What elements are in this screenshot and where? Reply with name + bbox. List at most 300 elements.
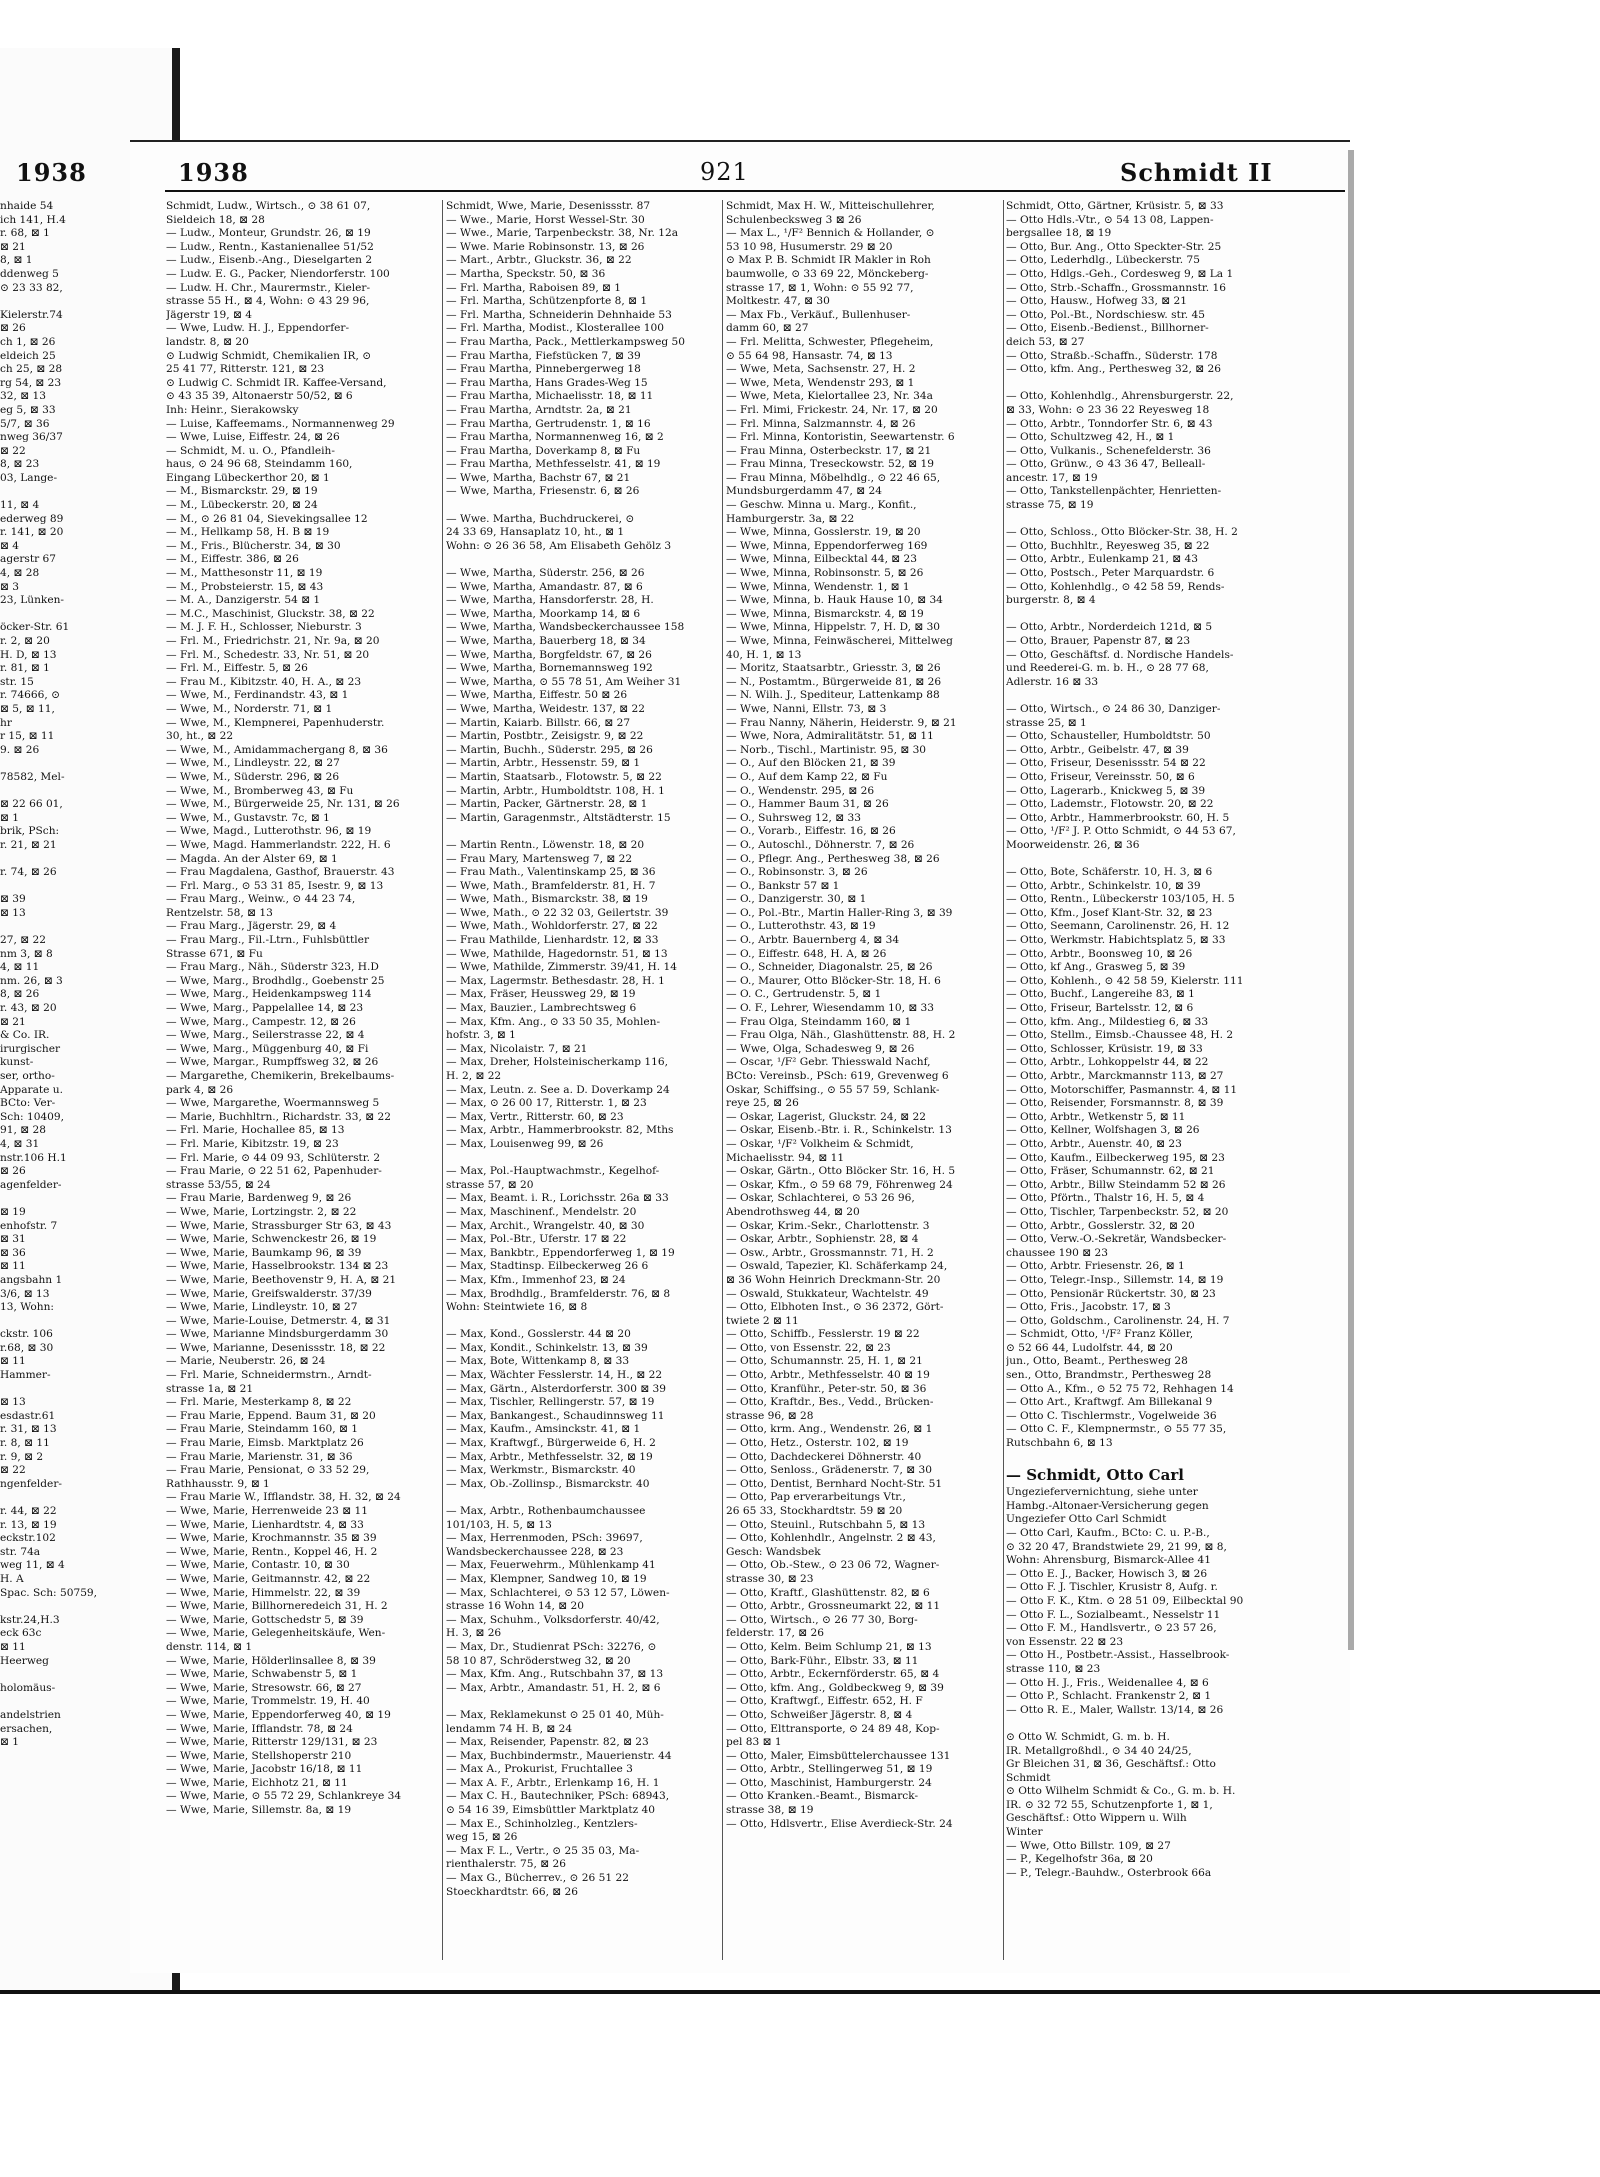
fragment-line: r. 43, ⊠ 20 bbox=[0, 1002, 57, 1015]
directory-entry-line: — Max, Kfm. Ang., Rutschbahn 37, ⊠ 13 bbox=[446, 1668, 664, 1681]
directory-entry-line: — Otto, von Essenstr. 22, ⊠ 23 bbox=[726, 1341, 891, 1354]
directory-entry-line: — Geschw. Minna u. Marg., Konfit., bbox=[726, 499, 917, 512]
directory-entry-line: — Wwe, Marie, Ritterstr 129/131, ⊠ 23 bbox=[166, 1736, 378, 1749]
directory-entry-line: — Otto F. K., Ktm. ⊙ 28 51 09, Eilbecktal 90 bbox=[1006, 1594, 1244, 1607]
directory-entry-line: — Oskar, Eisenb.-Btr. i. R., Schinkelstr. 13 bbox=[726, 1124, 952, 1137]
directory-entry-line: — Osw., Arbtr., Grossmannstr. 71, H. 2 bbox=[726, 1246, 934, 1259]
directory-entry-line: — Frl. Minna, Kontoristin, Seewartenstr. 6 bbox=[726, 431, 955, 444]
directory-entry-line: — Max, Archit., Wrangelstr. 40, ⊠ 30 bbox=[446, 1219, 645, 1232]
fragment-line: esdastr.61 bbox=[0, 1409, 56, 1422]
directory-entry-line: sen., Otto, Brandmstr., Perthesweg 28 bbox=[1006, 1369, 1212, 1382]
directory-entry-line: — P., Kegelhofstr 36a, ⊠ 20 bbox=[1006, 1853, 1153, 1866]
directory-entry-line: — Otto, kfm. Ang., Goldbeckweg 9, ⊠ 39 bbox=[726, 1681, 944, 1694]
directory-entry-line: 30, ht., ⊠ 22 bbox=[166, 730, 234, 743]
directory-entry-line: — Frau Magdalena, Gasthof, Brauerstr. 43 bbox=[166, 866, 395, 879]
directory-entry-line: IR. Metallgroßhdl., ⊙ 34 40 24/25, bbox=[1006, 1744, 1192, 1757]
directory-entry-line: ⊙ 54 16 39, Eimsbüttler Marktplatz 40 bbox=[446, 1804, 656, 1817]
directory-entry-line: reye 25, ⊠ 26 bbox=[726, 1097, 799, 1110]
fragment-line: r. 44, ⊠ 22 bbox=[0, 1505, 57, 1517]
directory-entry-line: strasse 53/55, ⊠ 24 bbox=[166, 1178, 271, 1191]
directory-entry-line: — Oskar, Schlachterei, ⊙ 53 26 96, bbox=[726, 1192, 915, 1205]
directory-entry-line: — Otto, Steuinl., Rutschbahn 5, ⊠ 13 bbox=[726, 1518, 926, 1531]
directory-entry-line: — Wwe, Nora, Admiralitätstr. 51, ⊠ 11 bbox=[726, 730, 934, 743]
fragment-line: andelstrien bbox=[0, 1708, 61, 1721]
fragment-line: kstr.24,H.3 bbox=[0, 1613, 60, 1626]
directory-entry-line: — Otto, Dentist, Bernhard Nocht-Str. 51 bbox=[726, 1477, 943, 1490]
directory-entry-line: — Wwe, Math., Wohldorferstr. 27, ⊠ 22 bbox=[446, 920, 658, 933]
directory-entry-line: — Otto, Lademstr., Flotowstr. 20, ⊠ 22 bbox=[1006, 798, 1214, 811]
directory-entry-line: — Max, Reklamekunst ⊙ 25 01 40, Müh- bbox=[446, 1708, 664, 1721]
fragment-line: 8, ⊠ 26 bbox=[0, 988, 40, 1001]
directory-entry-line: strasse 55 H., ⊠ 4, Wohn: ⊙ 43 29 96, bbox=[166, 295, 370, 308]
directory-entry-line: — Wwe. Martha, Buchdruckerei, ⊙ bbox=[446, 512, 635, 525]
fragment-line: Hammer- bbox=[0, 1369, 51, 1382]
directory-entry-line: — Otto, Schloss., Otto Blöcker-Str. 38, H. 2 bbox=[1006, 526, 1238, 539]
directory-entry-line: — Oswald, Stukkateur, Wachtelstr. 49 bbox=[726, 1287, 929, 1300]
directory-entry-line: — Otto, Vulkanis., Schenefelderstr. 36 bbox=[1006, 444, 1211, 457]
directory-entry-line: — Otto, Verw.-O.-Sekretär, Wandsbecker- bbox=[1006, 1233, 1227, 1246]
fragment-line: 11, ⊠ 4 bbox=[0, 499, 40, 512]
directory-entry-line: — Max, Lagermstr. Bethesdastr. 28, H. 1 bbox=[446, 974, 665, 987]
directory-entry-line: Hamburgerstr. 3a, ⊠ 22 bbox=[726, 512, 855, 525]
directory-entry-line: — Frau Marg., Näh., Süderstr 323, H.D bbox=[166, 961, 379, 974]
fragment-line: ⊠ 11 bbox=[0, 1640, 26, 1653]
directory-entry-line: ⊙ 55 64 98, Hansastr. 74, ⊠ 13 bbox=[726, 349, 893, 362]
directory-entry-line: — M., ⊙ 26 81 04, Sievekingsallee 12 bbox=[166, 512, 368, 525]
directory-entry-line: — Otto, Arbtr., Grossneumarkt 22, ⊠ 11 bbox=[726, 1600, 941, 1613]
directory-entry-line: — Frau Martha, Michaelisstr. 18, ⊠ 11 bbox=[446, 390, 654, 403]
fragment-line: ⊠ 22 bbox=[0, 1464, 26, 1477]
directory-entry-line: — Frau Martha, Normannenweg 16, ⊠ 2 bbox=[446, 431, 664, 444]
directory-entry-line: — Wwe, Marie, Gottschedstr 5, ⊠ 39 bbox=[166, 1613, 364, 1626]
directory-entry-line: Winter bbox=[1006, 1826, 1043, 1839]
directory-entry-line: — Max, Vertr., Ritterstr. 60, ⊠ 23 bbox=[446, 1110, 624, 1123]
directory-entry-line: — Otto, Arbtr., Eulenkamp 21, ⊠ 43 bbox=[1006, 553, 1198, 566]
fragment-line: öcker-Str. 61 bbox=[0, 621, 70, 634]
directory-entry-line: — Otto, Kaufm., Eilbeckerweg 195, ⊠ 23 bbox=[1006, 1151, 1225, 1164]
directory-entry-line: — N., Postamtm., Bürgerweide 81, ⊠ 26 bbox=[726, 675, 942, 688]
directory-entry-line: — Otto Art., Kraftwgf. Am Billekanal 9 bbox=[1006, 1396, 1213, 1409]
directory-entry-line: — Wwe, Marie, Strassburger Str 63, ⊠ 43 bbox=[166, 1219, 392, 1232]
directory-entry-line: Wandsbeckerchaussee 228, ⊠ 23 bbox=[446, 1545, 624, 1558]
directory-entry-line: — Otto, Arbtr., Norderdeich 121d, ⊠ 5 bbox=[1006, 621, 1213, 634]
fragment-line: 9. ⊠ 26 bbox=[0, 743, 40, 756]
directory-entry-line: — Frl. Marie, Schneidermstrn., Arndt- bbox=[166, 1369, 372, 1382]
directory-entry-line: — Otto, Lederhdlg., Lübeckerstr. 75 bbox=[1006, 254, 1200, 267]
directory-entry-line: — Otto H., Postbetr.-Assist., Hasselbrook- bbox=[1006, 1649, 1230, 1662]
directory-entry-line: strasse 96, ⊠ 28 bbox=[726, 1409, 814, 1422]
directory-entry-line: — Wwe, M., Bromberweg 43, ⊠ Fu bbox=[166, 784, 354, 797]
directory-entry-line: — Wwe, M., Bürgerweide 25, Nr. 131, ⊠ 26 bbox=[166, 798, 400, 811]
fragment-line: Apparate u. bbox=[0, 1083, 63, 1096]
directory-entry-line: — Frl. M., Eiffestr. 5, ⊠ 26 bbox=[166, 662, 308, 675]
directory-entry-line: strasse 57, ⊠ 20 bbox=[446, 1178, 534, 1191]
directory-entry-line: — Max, ⊙ 26 00 17, Ritterstr. 1, ⊠ 23 bbox=[446, 1097, 647, 1110]
directory-entry-line: strasse 75, ⊠ 19 bbox=[1006, 499, 1094, 512]
directory-entry-line bbox=[1006, 689, 1344, 703]
fragment-line: 8, ⊠ 1 bbox=[0, 254, 33, 267]
directory-entry-line: — Frau Marie, Pensionat, ⊙ 33 52 29, bbox=[166, 1464, 370, 1477]
fragment-line bbox=[0, 785, 165, 799]
directory-entry-line: — O., Pflegr. Ang., Perthesweg 38, ⊠ 26 bbox=[726, 852, 940, 865]
directory-entry-line: ⊙ Ludwig C. Schmidt IR. Kaffee-Versand, bbox=[166, 376, 387, 389]
directory-entry-line: — Max, Bauzier., Lambrechtsweg 6 bbox=[446, 1002, 637, 1015]
directory-entry-line: — Max, Nicolaistr. 7, ⊠ 21 bbox=[446, 1042, 588, 1055]
directory-entry-line: — M., Probsteierstr. 15, ⊠ 43 bbox=[166, 580, 324, 593]
directory-entry-line: — Wwe, Marie, Schwenckestr 26, ⊠ 19 bbox=[166, 1233, 377, 1246]
directory-entry-line: Strasse 671, ⊠ Fu bbox=[166, 947, 263, 960]
directory-entry-line: — Wwe, Marg., Seilerstrasse 22, ⊠ 4 bbox=[166, 1029, 365, 1042]
fragment-line: angsbahn 1 bbox=[0, 1273, 63, 1286]
fragment-line: brik, PSch: bbox=[0, 825, 60, 838]
directory-entry-line: — Otto, Wirtsch., ⊙ 26 77 30, Borg- bbox=[726, 1613, 918, 1626]
directory-entry-line: — Max, Gärtn., Alsterdorferstr. 300 ⊠ 39 bbox=[446, 1382, 667, 1395]
directory-entry-line: — Otto, Buchhltr., Reyesweg 35, ⊠ 22 bbox=[1006, 539, 1210, 552]
directory-entry-line: — Wwe, M., Süderstr. 296, ⊠ 26 bbox=[166, 770, 340, 783]
directory-entry-line: strasse 30, ⊠ 23 bbox=[726, 1572, 814, 1585]
fragment-line: ⊠ 5, ⊠ 11, bbox=[0, 702, 55, 715]
directory-entry-line: ⊙ Max P. B. Schmidt IR Makler in Roh bbox=[726, 254, 931, 267]
directory-entry-line: — Frau Olga, Näh., Glashüttenstr. 88, H. 2 bbox=[726, 1029, 956, 1042]
directory-entry-line: — Frau Martha, Pinnebergerweg 18 bbox=[446, 363, 641, 376]
fragment-line: Kielerstr.74 bbox=[0, 308, 63, 321]
fragment-line: r. 13, ⊠ 19 bbox=[0, 1518, 57, 1531]
fragment-line: ⊠ 22 bbox=[0, 444, 26, 457]
directory-entry-line: — Otto, Goldschm., Carolinenstr. 24, H. 7 bbox=[1006, 1314, 1230, 1327]
fragment-line: 78582, Mel- bbox=[0, 770, 65, 783]
directory-entry-line: — Otto, Werkmstr. Habichtsplatz 5, ⊠ 33 bbox=[1006, 934, 1226, 947]
fragment-line: ⊠ 21 bbox=[0, 1015, 26, 1028]
directory-entry-line: — Wwe, Marg., Pappelallee 14, ⊠ 23 bbox=[166, 1002, 364, 1015]
directory-entry-line: H. 2, ⊠ 22 bbox=[446, 1070, 502, 1082]
fragment-line bbox=[0, 1695, 165, 1709]
fragment-line: ederweg 89 bbox=[0, 512, 64, 525]
directory-entry-line: — Max, Dreher, Holsteinischerkamp 116, bbox=[446, 1056, 668, 1069]
directory-entry-line: jun., Otto, Beamt., Perthesweg 28 bbox=[1006, 1355, 1188, 1368]
directory-entry-line: — Ludw., Eisenb.-Ang., Dieselgarten 2 bbox=[166, 254, 373, 267]
directory-entry-line: Wohn: Steintwiete 16, ⊠ 8 bbox=[446, 1301, 588, 1314]
directory-entry-line: — Wwe, Marie, Himmelstr. 22, ⊠ 39 bbox=[166, 1586, 361, 1599]
directory-entry-line: — Otto, Tischler, Tarpenbeckstr. 52, ⊠ 20 bbox=[1006, 1205, 1229, 1218]
directory-entry-line: — Otto F. M., Handlsvertr., ⊙ 23 57 26, bbox=[1006, 1622, 1217, 1635]
directory-entry-line: landstr. 8, ⊠ 20 bbox=[166, 335, 249, 348]
directory-entry-line: — Max, Kfm. Ang., ⊙ 33 50 35, Mohlen- bbox=[446, 1015, 661, 1028]
directory-entry-line: — Oskar, Lagerist, Gluckstr. 24, ⊠ 22 bbox=[726, 1110, 927, 1123]
directory-entry-line: — Schmidt, Otto Carl bbox=[1006, 1466, 1184, 1485]
fragment-line: nm. 26, ⊠ 3 bbox=[0, 974, 63, 987]
directory-entry-line: — Wwe, Martha, Weidestr. 137, ⊠ 22 bbox=[446, 702, 646, 715]
directory-entry-line: — Frau Martha, Gertrudenstr. 1, ⊠ 16 bbox=[446, 417, 651, 430]
fragment-line: 5/7, ⊠ 36 bbox=[0, 417, 50, 430]
directory-entry-line: — O., Wendenstr. 295, ⊠ 26 bbox=[726, 784, 875, 797]
fragment-line: ⊠ 1 bbox=[0, 1736, 19, 1749]
directory-entry-line: — Frau Martha, Pack., Mettlerkampsweg 50 bbox=[446, 335, 685, 348]
directory-entry-line: — Otto, Maschinist, Hamburgerstr. 24 bbox=[726, 1776, 932, 1789]
directory-entry-line: — Max, Kaufm., Amsinckstr. 41, ⊠ 1 bbox=[446, 1423, 641, 1436]
directory-entry-line: — Wwe, Martha, Amandastr. 87, ⊠ 6 bbox=[446, 580, 643, 593]
fragment-line: ⊠ 11 bbox=[0, 1260, 26, 1273]
directory-entry-line: — Wwe, Minna, Hippelstr. 7, H. D, ⊠ 30 bbox=[726, 621, 941, 634]
fragment-line: ⊠ 1 bbox=[0, 811, 19, 824]
directory-entry-line: — Otto, Schausteller, Humboldtstr. 50 bbox=[1006, 730, 1211, 743]
directory-entry-line: — M.C., Maschinist, Gluckstr. 38, ⊠ 22 bbox=[166, 607, 375, 620]
directory-entry-line: Ungeziefervernichtung, siehe unter bbox=[1006, 1486, 1198, 1499]
directory-entry-line: — Wwe, Martha, Friesenstr. 6, ⊠ 26 bbox=[446, 485, 640, 498]
directory-entry-line: — Otto F. J. Tischler, Krusistr 8, Aufg. r. bbox=[1006, 1581, 1218, 1594]
directory-entry-line: — Wwe, Marie, Lienhardtstr. 4, ⊠ 33 bbox=[166, 1518, 364, 1531]
directory-entry-line: — Wwe, M., Amidammachergang 8, ⊠ 36 bbox=[166, 743, 388, 756]
directory-entry-line: — Wwe, Meta, Sachsenstr. 27, H. 2 bbox=[726, 363, 916, 376]
directory-entry-line: — Max, Schlachterei, ⊙ 53 12 57, Löwen- bbox=[446, 1586, 670, 1599]
directory-entry-line: — Frau Martha, Fiefstücken 7, ⊠ 39 bbox=[446, 349, 641, 362]
directory-entry-line: — Otto, Kraftdr., Bes., Vedd., Brücken- bbox=[726, 1396, 934, 1409]
directory-entry-line: ⊙ Ludwig Schmidt, Chemikalien IR, ⊙ bbox=[166, 349, 372, 362]
fragment-line: 4, ⊠ 31 bbox=[0, 1137, 40, 1150]
fragment-line: r. 2, ⊠ 20 bbox=[0, 635, 50, 647]
directory-entry-line: — Frl. Melitta, Schwester, Pflegeheim, bbox=[726, 335, 934, 348]
directory-entry-line: — N. Wilh. J., Spediteur, Lattenkamp 88 bbox=[726, 689, 940, 702]
fragment-line bbox=[0, 757, 165, 771]
directory-entry-line: — Wwe, Marie, Jacobstr 16/18, ⊠ 11 bbox=[166, 1763, 363, 1776]
directory-entry-line: — Otto, Arbtr., Eckernförderstr. 65, ⊠ 4 bbox=[726, 1668, 940, 1681]
directory-entry-line: Stoeckhardtstr. 66, ⊠ 26 bbox=[446, 1885, 579, 1898]
directory-entry-line: — Martin, Packer, Gärtnerstr. 28, ⊠ 1 bbox=[446, 798, 648, 811]
directory-entry-line: — M., Hellkamp 58, H. B ⊠ 19 bbox=[166, 526, 330, 539]
directory-entry-line: Eingang Lübeckerthor 20, ⊠ 1 bbox=[166, 471, 330, 484]
directory-entry-line: — Martin, Garagenmstr., Altstädterstr. 15 bbox=[446, 811, 671, 824]
directory-entry-line: — Wwe, Martha, Hansdorferstr. 28, H. bbox=[446, 594, 654, 607]
directory-entry-line: Rathhausstr. 9, ⊠ 1 bbox=[166, 1477, 270, 1490]
directory-entry-line bbox=[1006, 377, 1344, 391]
fragment-line: ⊠ 21 bbox=[0, 240, 26, 253]
directory-entry-line: — O., Eiffestr. 648, H. A, ⊠ 26 bbox=[726, 947, 887, 960]
directory-entry-line: Moltkestr. 47, ⊠ 30 bbox=[726, 295, 830, 308]
directory-entry-line: Schmidt bbox=[1006, 1771, 1051, 1784]
directory-entry-line: — Wwe, Martha, Süderstr. 256, ⊠ 26 bbox=[446, 567, 645, 580]
directory-entry-line: — Wwe, Ludw. H. J., Eppendorfer- bbox=[166, 322, 350, 335]
directory-entry-line: — Max, Kfm., Immenhof 23, ⊠ 24 bbox=[446, 1273, 626, 1286]
directory-entry-line: — Wwe, Marie, Krochmannstr. 35 ⊠ 39 bbox=[166, 1532, 377, 1545]
directory-entry-line: Sieldeich 18, ⊠ 28 bbox=[166, 213, 265, 226]
directory-entry-line: pel 83 ⊠ 1 bbox=[726, 1736, 782, 1749]
directory-entry-line bbox=[1006, 513, 1344, 527]
directory-entry-line: — Otto, krm. Ang., Wendenstr. 26, ⊠ 1 bbox=[726, 1423, 933, 1436]
directory-entry-line: — Wwe, Marianne, Desenissstr. 18, ⊠ 22 bbox=[166, 1341, 386, 1354]
directory-entry-line: — Wwe, Marie, Herrenweide 23 ⊠ 11 bbox=[166, 1505, 368, 1517]
fragment-line: nstr.106 H.1 bbox=[0, 1151, 67, 1164]
directory-entry-line: — M., Eiffestr. 386, ⊠ 26 bbox=[166, 553, 299, 566]
directory-entry-line: — O., Lutterothstr. 43, ⊠ 19 bbox=[726, 920, 876, 933]
directory-entry-line: — Frl. Martha, Raboisen 89, ⊠ 1 bbox=[446, 281, 622, 294]
directory-entry-line: — Magda. An der Alster 69, ⊠ 1 bbox=[166, 852, 338, 865]
directory-entry-line: 53 10 98, Husumerstr. 29 ⊠ 20 bbox=[726, 240, 893, 253]
directory-entry-line: — Ludw. E. G., Packer, Niendorferstr. 100 bbox=[166, 267, 390, 280]
directory-entry-line: — Max A., Prokurist, Fruchtallee 3 bbox=[446, 1763, 633, 1776]
directory-entry-line: — Max, Fräser, Heussweg 29, ⊠ 19 bbox=[446, 988, 636, 1001]
directory-entry-line: — Max, Arbtr., Methfesselstr. 32, ⊠ 19 bbox=[446, 1450, 653, 1463]
directory-entry-line: ⊙ 32 20 47, Brandstwiete 29, 21 99, ⊠ 8, bbox=[1006, 1540, 1227, 1553]
fragment-line: 4, ⊠ 28 bbox=[0, 567, 40, 580]
directory-entry-line: — Max, Arbtr., Hammerbrookstr. 82, Mths bbox=[446, 1124, 674, 1137]
directory-entry-line: — Max, Pol.-Hauptwachmstr., Kegelhof- bbox=[446, 1165, 660, 1178]
directory-entry-line: — Wwe, Marie, Ifflandstr. 78, ⊠ 24 bbox=[166, 1722, 353, 1735]
directory-entry-line: — Wwe, Math., Bramfelderstr. 81, H. 7 bbox=[446, 879, 656, 892]
directory-entry-line: — Otto, Motorschiffer, Pasmannstr. 4, ⊠ 11 bbox=[1006, 1083, 1238, 1096]
directory-entry-line: — Wwe, Marie-Louise, Detmerstr. 4, ⊠ 31 bbox=[166, 1314, 391, 1327]
directory-entry-line: — Oscar, ¹/F² Gebr. Thiesswald Nachf, bbox=[726, 1056, 931, 1069]
column-separator bbox=[722, 200, 723, 1960]
directory-entry-line: — Frau Marie, Bardenweg 9, ⊠ 26 bbox=[166, 1192, 352, 1205]
fragment-line: str. 15 bbox=[0, 675, 34, 688]
directory-entry-line: — Max, Arbtr., Amandastr. 51, H. 2, ⊠ 6 bbox=[446, 1681, 661, 1694]
running-head: Schmidt II bbox=[1120, 158, 1273, 187]
directory-entry-line: — Wwe, Martha, Borgfeldstr. 67, ⊠ 26 bbox=[446, 648, 652, 661]
directory-entry-line: — Max G., Bücherrev., ⊙ 26 51 22 bbox=[446, 1872, 629, 1885]
directory-entry-line: — Frau Martha, Methfesselstr. 41, ⊠ 19 bbox=[446, 458, 661, 471]
directory-entry-line: strasse 25, ⊠ 1 bbox=[1006, 716, 1087, 729]
directory-entry-line: — Wwe, Marie, Geitmannstr. 42, ⊠ 22 bbox=[166, 1572, 371, 1585]
directory-entry-line: — Wwe, Marie, Trommelstr. 19, H. 40 bbox=[166, 1695, 370, 1708]
fragment-line: ⊠ 19 bbox=[0, 1205, 26, 1218]
directory-entry-line bbox=[446, 499, 718, 513]
directory-entry-line: — Otto, Kraftf., Glashüttenstr. 82, ⊠ 6 bbox=[726, 1586, 930, 1599]
directory-entry-line: — Otto, Schiffb., Fesslerstr. 19 ⊠ 22 bbox=[726, 1328, 920, 1341]
directory-entry-line: Wohn: Ahrensburg, Bismarck-Allee 41 bbox=[1006, 1554, 1211, 1567]
directory-entry-line bbox=[446, 553, 718, 567]
directory-entry-line: — Otto, Fräser, Schumannstr. 62, ⊠ 21 bbox=[1006, 1165, 1215, 1178]
fragment-line: ⊠ 26 bbox=[0, 1165, 26, 1178]
directory-entry-line: — M., Matthesonstr 11, ⊠ 19 bbox=[166, 567, 323, 580]
directory-entry-line: — Wwe, Marie, Sillemstr. 8a, ⊠ 19 bbox=[166, 1804, 352, 1817]
directory-entry-line: — Frau Marg., Weinw., ⊙ 44 23 74, bbox=[166, 893, 356, 906]
directory-entry-line: — Wwe, Marie, Contastr. 10, ⊠ 30 bbox=[166, 1559, 350, 1572]
directory-entry-line: — M. J. F. H., Schlosser, Nieburstr. 3 bbox=[166, 621, 362, 634]
directory-entry-line: — Otto, Kohlenhdlr., Angelnstr. 2 ⊠ 43, bbox=[726, 1532, 936, 1545]
directory-entry-line: — Otto H. J., Fris., Weidenallee 4, ⊠ 6 bbox=[1006, 1676, 1209, 1689]
fragment-line: Spac. Sch: 50759, bbox=[0, 1586, 98, 1599]
directory-entry-line: — Otto, Eisenb.-Bedienst., Billhorner- bbox=[1006, 322, 1209, 335]
directory-entry-line: — Max L., ¹/F² Bennich & Hollander, ⊙ bbox=[726, 227, 935, 240]
fragment-line bbox=[0, 1668, 165, 1682]
directory-entry-line: — Wwe. Marie Robinsonstr. 13, ⊠ 26 bbox=[446, 240, 645, 253]
directory-entry-line: — Frl. M., Schedestr. 33, Nr. 51, ⊠ 20 bbox=[166, 648, 370, 661]
directory-entry-line: — Frau Marg., Jägerstr. 29, ⊠ 4 bbox=[166, 920, 337, 933]
directory-entry-line: — Otto E. J., Backer, Howisch 3, ⊠ 26 bbox=[1006, 1567, 1208, 1580]
directory-entry-line: ancestr. 17, ⊠ 19 bbox=[1006, 471, 1098, 484]
directory-entry-line: ⊙ Otto W. Schmidt, G. m. b. H. bbox=[1006, 1730, 1170, 1743]
directory-entry-line: ⊙ 52 66 44, Ludolfstr. 44, ⊠ 20 bbox=[1006, 1341, 1173, 1354]
directory-entry-line: — Martin, Staatsarb., Flotowstr. 5, ⊠ 22 bbox=[446, 770, 662, 783]
directory-entry-line: — Wwe, Marie, Eichhotz 21, ⊠ 11 bbox=[166, 1776, 348, 1789]
directory-entry-line: — Frau Marie, Eppend. Baum 31, ⊠ 20 bbox=[166, 1409, 376, 1422]
directory-entry-line: — Otto C. Tischlermstr., Vogelweide 36 bbox=[1006, 1409, 1217, 1422]
directory-entry-line: — Otto, Arbtr., Tonndorfer Str. 6, ⊠ 43 bbox=[1006, 417, 1213, 430]
directory-entry-line bbox=[1006, 608, 1344, 622]
directory-entry-line: — Wwe, Marie, Baumkamp 96, ⊠ 39 bbox=[166, 1246, 362, 1259]
directory-entry-line: — Mart., Arbtr., Gluckstr. 36, ⊠ 22 bbox=[446, 254, 632, 267]
directory-entry-line: — Oskar, ¹/F² Volkheim & Schmidt, bbox=[726, 1137, 914, 1150]
directory-entry-line: — Otto, Ob.-Stew., ⊙ 23 06 72, Wagner- bbox=[726, 1559, 940, 1572]
directory-entry-line: — Wwe, Martha, Moorkamp 14, ⊠ 6 bbox=[446, 607, 641, 620]
directory-entry-line: und Reederei-G. m. b. H., ⊙ 28 77 68, bbox=[1006, 662, 1209, 675]
directory-entry-line: — Wwe, Marg., Heidenkampsweg 114 bbox=[166, 988, 372, 1001]
directory-entry-line: — Otto, Arbtr. Friesenstr. 26, ⊠ 1 bbox=[1006, 1260, 1185, 1273]
directory-entry-line: — O., Arbtr. Bauernberg 4, ⊠ 34 bbox=[726, 934, 900, 947]
directory-entry-line: — Frau Mathilde, Lienhardstr. 12, ⊠ 33 bbox=[446, 934, 659, 947]
directory-entry-line: — Martin, Arbtr., Hessenstr. 59, ⊠ 1 bbox=[446, 757, 641, 770]
directory-entry-line: — Otto, Hdlsvertr., Elise Averdieck-Str. 24 bbox=[726, 1817, 953, 1830]
directory-entry-line: — Wwe, M., Ferdinandstr. 43, ⊠ 1 bbox=[166, 689, 349, 702]
directory-entry-line: — Wwe, Meta, Kielortallee 23, Nr. 34a bbox=[726, 390, 933, 403]
directory-entry-line bbox=[1006, 1451, 1344, 1465]
directory-entry-line: — Wwe, Marg., Brodhdlg., Goebenstr 25 bbox=[166, 974, 385, 987]
fragment-line bbox=[0, 485, 165, 499]
directory-entry-line: — Otto, Hetz., Osterstr. 102, ⊠ 19 bbox=[726, 1437, 909, 1450]
directory-entry-line: — Otto Carl, Kaufm., BCto: C. u. P.-B., bbox=[1006, 1527, 1210, 1539]
directory-entry-line: — Otto, Dachdeckerei Döhnerstr. 40 bbox=[726, 1450, 922, 1463]
directory-entry-line: felderstr. 17, ⊠ 26 bbox=[726, 1627, 824, 1640]
fragment-line bbox=[0, 853, 165, 867]
directory-entry-line: — Frau M., Kibitzstr. 40, H. A., ⊠ 23 bbox=[166, 675, 362, 688]
directory-entry-line: — Max, Beamt. i. R., Lorichsstr. 26a ⊠ 33 bbox=[446, 1192, 669, 1205]
directory-entry-line: Jägerstr 19, ⊠ 4 bbox=[166, 308, 253, 321]
directory-entry-line: — Wwe, Math., Bismarckstr. 38, ⊠ 19 bbox=[446, 893, 648, 906]
fragment-line: 13, Wohn: bbox=[0, 1301, 54, 1314]
directory-entry-line: — Otto, Maler, Eimsbüttelerchaussee 131 bbox=[726, 1749, 951, 1762]
directory-entry-line: haus, ⊙ 24 96 68, Steindamm 160, bbox=[166, 458, 353, 471]
directory-entry-line: ⊙ Otto Wilhelm Schmidt & Co., G. m. b. H. bbox=[1006, 1785, 1236, 1798]
directory-entry-line: — Frau Olga, Steindamm 160, ⊠ 1 bbox=[726, 1015, 912, 1028]
directory-entry-line: — Wwe, Marianne Mindsburgerdamm 30 bbox=[166, 1328, 389, 1341]
fragment-line: rg 54, ⊠ 23 bbox=[0, 376, 62, 389]
directory-entry-line: — Otto, Grünw., ⊙ 43 36 47, Belleall- bbox=[1006, 458, 1206, 471]
directory-entry-line: — Otto, Postsch., Peter Marquardstr. 6 bbox=[1006, 567, 1215, 580]
directory-entry-line: denstr. 114, ⊠ 1 bbox=[166, 1640, 253, 1653]
directory-entry-line: strasse 110, ⊠ 23 bbox=[1006, 1662, 1101, 1675]
fragment-line bbox=[0, 1383, 165, 1397]
directory-entry-line: — Wwe., Marie, Horst Wessel-Str. 30 bbox=[446, 213, 645, 226]
directory-entry-line: — Otto, Brauer, Papenstr 87, ⊠ 23 bbox=[1006, 635, 1191, 647]
directory-entry-line: Gesch: Wandsbek bbox=[726, 1545, 821, 1558]
directory-entry-line: — Wwe, Minna, Wendenstr. 1, ⊠ 1 bbox=[726, 580, 910, 593]
directory-entry-line: — Frau Mary, Martensweg 7, ⊠ 22 bbox=[446, 852, 633, 865]
directory-entry-line: — Max, Kraftwgf., Bürgerweide 6, H. 2 bbox=[446, 1437, 656, 1450]
directory-entry-line: — Wwe, Marie, Lindleystr. 10, ⊠ 27 bbox=[166, 1301, 358, 1314]
directory-entry-line: — Wwe, Nanni, Ellstr. 73, ⊠ 3 bbox=[726, 702, 887, 715]
directory-entry-line: — Otto, Seemann, Carolinenstr. 26, H. 12 bbox=[1006, 920, 1230, 933]
directory-entry-line: — Otto, Schweißer Jägerstr. 8, ⊠ 4 bbox=[726, 1708, 913, 1721]
fragment-line: nhaide 54 bbox=[0, 200, 54, 212]
directory-entry-line: — Frau Nanny, Näherin, Heiderstr. 9, ⊠ 21 bbox=[726, 716, 957, 729]
directory-entry-line: — Otto, kf Ang., Grasweg 5, ⊠ 39 bbox=[1006, 961, 1186, 974]
fragment-line: 4, ⊠ 11 bbox=[0, 961, 40, 974]
directory-entry-line: — Otto A., Kfm., ⊙ 52 75 72, Rehhagen 14 bbox=[1006, 1382, 1234, 1395]
fragment-line: ⊠ 36 bbox=[0, 1246, 26, 1259]
directory-entry-line: 58 10 87, Schröderstweg 32, ⊠ 20 bbox=[446, 1654, 631, 1667]
directory-entry-line: — Otto, Telegr.-Insp., Sillemstr. 14, ⊠ 19 bbox=[1006, 1273, 1224, 1286]
directory-entry-line: — Otto F. L., Sozialbeamt., Nesselstr 11 bbox=[1006, 1608, 1221, 1621]
directory-entry-line: park 4, ⊠ 26 bbox=[166, 1083, 234, 1096]
directory-entry-line: — Frl. Martha, Schützenpforte 8, ⊠ 1 bbox=[446, 295, 648, 308]
directory-entry-line: — Wwe, Minna, b. Hauk Hause 10, ⊠ 34 bbox=[726, 594, 943, 607]
fragment-line: agenfelder- bbox=[0, 1178, 62, 1191]
previous-page-year: 1938 bbox=[16, 158, 87, 187]
directory-entry-line: — Moritz, Staatsarbtr., Griesstr. 3, ⊠ 26 bbox=[726, 662, 941, 675]
directory-entry-line: — Otto, Bur. Ang., Otto Speckter-Str. 25 bbox=[1006, 240, 1222, 253]
directory-entry-line: strasse 16 Wohn 14, ⊠ 20 bbox=[446, 1600, 584, 1613]
directory-entry-line: — Luise, Kaffeemams., Normannenweg 29 bbox=[166, 417, 395, 430]
directory-entry-line: — Otto, Fris., Jacobstr. 17, ⊠ 3 bbox=[1006, 1301, 1171, 1314]
